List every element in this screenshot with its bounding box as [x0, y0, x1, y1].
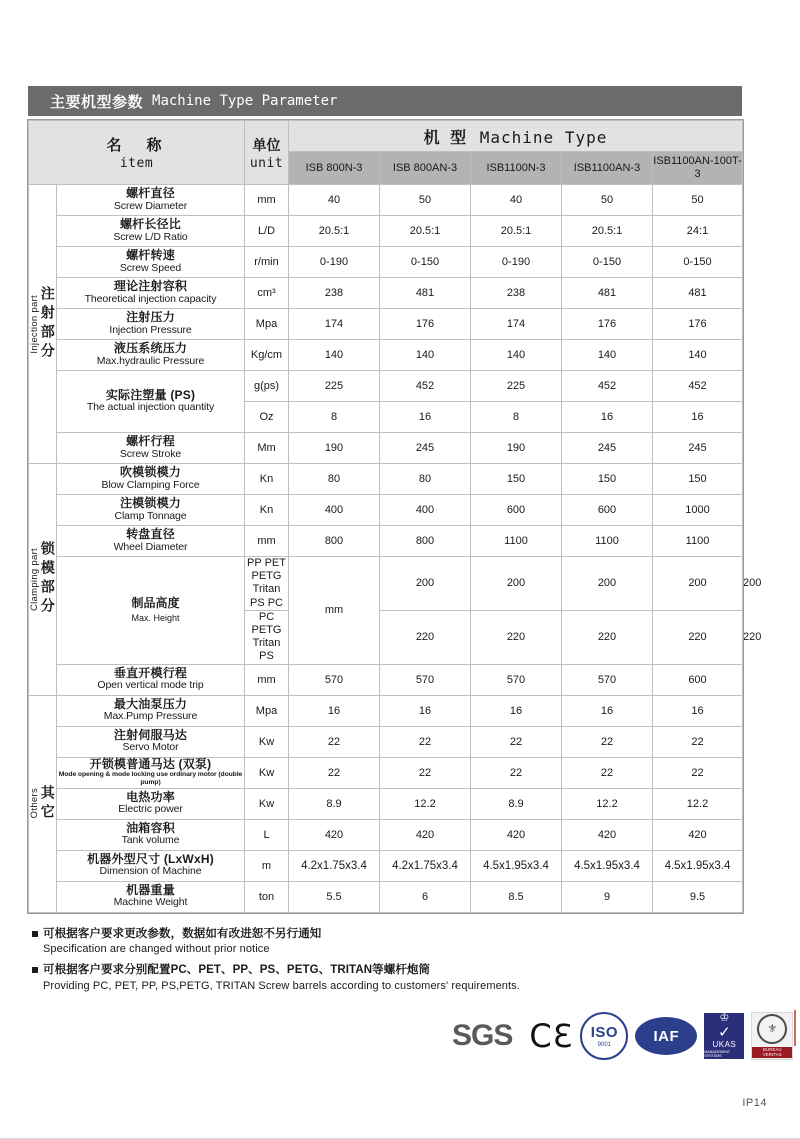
cell-value: 245 [562, 433, 653, 464]
row-name-open-vertical-mode-trip [57, 664, 245, 695]
row-name-en: Wheel Diameter [113, 540, 188, 553]
footnote-2-text [43, 963, 520, 993]
row-name-ordinary-motor [57, 757, 245, 788]
row-name-en: Screw Speed [119, 261, 182, 274]
cell-value: 16 [653, 402, 743, 433]
page-number: IP14 [742, 1097, 767, 1109]
table-row [29, 433, 743, 464]
row-name-en: Electric power [118, 803, 183, 816]
machine-spec-table [28, 120, 762, 913]
row-name-max-height [57, 557, 245, 665]
section-label-injection-en: Injection part [29, 294, 41, 354]
cell-value: 8 [289, 402, 380, 433]
iso-logo-text: ISO [590, 1023, 619, 1041]
row-name-screw-speed [57, 247, 245, 278]
square-bullet-icon [32, 967, 38, 973]
ce-logo [519, 1017, 573, 1055]
row-name-cn: 机器外型尺寸 (LxWxH) [87, 851, 214, 866]
cell-value: 16 [471, 695, 562, 726]
cell-value: 16 [380, 402, 471, 433]
iaf-logo [635, 1017, 697, 1055]
cell-value: 176 [380, 309, 471, 340]
header-machine-type [289, 121, 743, 152]
row-name-max-pump-pressure [57, 695, 245, 726]
cell-value: 452 [562, 371, 653, 402]
cell-value: 140 [562, 340, 653, 371]
row-unit: mm [245, 526, 289, 557]
ukas-logo [704, 1013, 744, 1059]
cell-value: 8.9 [471, 788, 562, 819]
section-title-bar [28, 86, 742, 116]
cell-value: 20.5:1 [471, 216, 562, 247]
table-head [29, 121, 743, 185]
cell-value: 225 [289, 371, 380, 402]
cell-value: 5.5 [289, 881, 380, 912]
row-name-theoretical-injection-capacity [57, 278, 245, 309]
row-name-cn: 吹模锁模力 [119, 465, 181, 480]
table-row [29, 526, 743, 557]
cell-value: 176 [653, 309, 743, 340]
footnote-2-en: Providing PC, PET, PP, PS,PETG, TRITAN Screw barrels according to customers' requirements. [43, 979, 520, 992]
row-name-cn: 螺杆行程 [126, 434, 175, 449]
cell-value: 4.2x1.75x3.4 [380, 850, 471, 881]
cell-value: 50 [653, 185, 743, 216]
crown-icon: ♔ [719, 1012, 730, 1025]
cell-value: 9 [562, 881, 653, 912]
cell-value: 150 [562, 464, 653, 495]
table-row [29, 340, 743, 371]
cell-value: 1100 [653, 526, 743, 557]
cell-value: 570 [471, 664, 562, 695]
row-name-cn: 螺杆转速 [126, 248, 175, 263]
section-label-others [29, 695, 57, 912]
row-name-en: Dimension of Machine [99, 865, 202, 878]
certification-logos [452, 1012, 793, 1060]
table-row [29, 371, 743, 402]
row-name-cn: 注射伺服马达 [113, 727, 188, 742]
cell-value: 0-190 [471, 247, 562, 278]
row-unit: Kg/cm [245, 340, 289, 371]
row-name-cn: 电热功率 [126, 789, 175, 804]
row-name-en: Screw L/D Ratio [113, 230, 188, 243]
row-unit: Kw [245, 757, 289, 788]
table-row [29, 216, 743, 247]
section-label-injection [29, 185, 57, 464]
cell-value: 200 [653, 557, 743, 611]
max-height-material-1: PP PET PETG Tritan PS PC [245, 557, 289, 611]
cell-value: 420 [380, 819, 471, 850]
cell-value: 1100 [471, 526, 562, 557]
cell-value: 600 [562, 495, 653, 526]
cell-value: 400 [380, 495, 471, 526]
cell-value: 420 [471, 819, 562, 850]
row-name-actual-injection-quantity [57, 371, 245, 433]
max-height-material-2: PC PETG Tritan PS [245, 610, 289, 664]
model-col-0: ISB 800N-3 [289, 152, 380, 185]
cell-value: 20.5:1 [562, 216, 653, 247]
cell-value: 4.5x1.95x3.4 [471, 850, 562, 881]
row-unit: Oz [245, 402, 289, 433]
row-unit: mm [245, 664, 289, 695]
cell-value: 481 [562, 278, 653, 309]
row-unit: m [245, 850, 289, 881]
row-unit: L [245, 819, 289, 850]
table-row [29, 695, 743, 726]
iaf-logo-text: IAF [653, 1027, 680, 1045]
footnote-2-cn: 可根据客户要求分别配置PC、PET、PP、PS、PETG、TRITAN等螺杆炮筒 [43, 964, 431, 977]
machine-type-label [424, 128, 608, 147]
row-name-en: Injection Pressure [109, 323, 192, 336]
header-item [29, 121, 245, 185]
spec-sheet [28, 86, 762, 1000]
iso-logo [580, 1012, 628, 1060]
footnote-1-text [43, 927, 321, 957]
row-name-cn: 最大油泵压力 [113, 696, 188, 711]
row-name-electric-power [57, 788, 245, 819]
cell-value: 600 [653, 664, 743, 695]
row-unit: Kn [245, 464, 289, 495]
cell-value: 24:1 [653, 216, 743, 247]
cell-value: 481 [380, 278, 471, 309]
cell-value: 238 [471, 278, 562, 309]
row-name-en: Clamp Tonnage [114, 509, 187, 522]
row-unit: ton [245, 881, 289, 912]
cell-value: 200 [380, 557, 471, 611]
row-name-servo-motor [57, 726, 245, 757]
cell-value: 190 [289, 433, 380, 464]
row-unit: Mm [245, 433, 289, 464]
table-body [29, 185, 762, 913]
bv-seal-icon: ⚜ [757, 1014, 787, 1044]
row-name-cn: 转盘直径 [126, 527, 175, 542]
cell-value: 800 [380, 526, 471, 557]
cell-value: 220 [380, 610, 471, 664]
row-name-cn: 机器重量 [126, 882, 175, 897]
section-label-others-en: Others [29, 788, 41, 819]
model-col-1: ISB 800AN-3 [380, 152, 471, 185]
section-label-clamping [29, 464, 57, 696]
table-row [29, 309, 743, 340]
footnotes [28, 927, 742, 994]
row-name-en: Max.hydraulic Pressure [96, 354, 205, 367]
row-name-en: Theoretical injection capacity [84, 292, 217, 305]
ce-logo-text: CƐ [529, 1017, 574, 1055]
row-name-cn: 实际注塑量 (PS) [105, 387, 196, 402]
iso-logo-sub: 9001 [597, 1041, 612, 1048]
row-unit: Mpa [245, 309, 289, 340]
row-name-cn: 注射压力 [126, 310, 175, 325]
cell-value: 16 [380, 695, 471, 726]
cell-value: 4.5x1.95x3.4 [653, 850, 743, 881]
row-unit: Kw [245, 788, 289, 819]
header-item-en: item [119, 156, 154, 171]
sgs-logo [452, 1019, 512, 1053]
cell-value: 16 [289, 695, 380, 726]
model-col-4: ISB1100AN-100T-3 [653, 152, 743, 185]
table-row [29, 850, 743, 881]
cell-value: 22 [289, 757, 380, 788]
row-unit: mm [245, 185, 289, 216]
model-col-3: ISB1100AN-3 [562, 152, 653, 185]
cell-value: 140 [471, 340, 562, 371]
footnote-1-cn: 可根据客户要求更改参数，数据如有改进恕不另行通知 [43, 927, 322, 940]
cell-value: 8.5 [471, 881, 562, 912]
cell-value: 22 [380, 726, 471, 757]
header-unit [245, 121, 289, 185]
cell-value: 1100 [562, 526, 653, 557]
cell-value: 4.2x1.75x3.4 [289, 850, 380, 881]
machine-type-en: Machine Type [479, 127, 608, 147]
cell-value: 174 [289, 309, 380, 340]
cell-value: 400 [289, 495, 380, 526]
row-name-screw-diameter [57, 185, 245, 216]
row-name-en: Screw Stroke [119, 447, 182, 460]
header-row-top [29, 121, 743, 152]
row-name-en: Machine Weight [113, 896, 188, 909]
table-row [29, 247, 743, 278]
cell-value: 150 [471, 464, 562, 495]
row-unit: Mpa [245, 695, 289, 726]
row-name-cn: 液压系统压力 [113, 341, 188, 356]
row-name-tank-volume [57, 819, 245, 850]
cell-value: 50 [380, 185, 471, 216]
cell-value: 1000 [653, 495, 743, 526]
cell-value: 8 [471, 402, 562, 433]
cell-value: 22 [380, 757, 471, 788]
row-name-max-hydraulic-pressure [57, 340, 245, 371]
title-chinese: 主要机型参数 [50, 93, 144, 111]
model-col-2: ISB1100N-3 [471, 152, 562, 185]
table-row [29, 278, 743, 309]
row-unit: cm³ [245, 278, 289, 309]
cell-value: 22 [653, 726, 743, 757]
row-name-clamp-tonnage [57, 495, 245, 526]
row-name-cn: 理论注射容积 [113, 279, 188, 294]
cell-value: 22 [471, 757, 562, 788]
cell-value: 225 [471, 371, 562, 402]
row-name-screw-stroke [57, 433, 245, 464]
cell-value: 245 [380, 433, 471, 464]
table-row [29, 495, 743, 526]
cell-value: 6 [380, 881, 471, 912]
cell-value: 420 [562, 819, 653, 850]
header-unit-en: unit [249, 155, 284, 171]
cell-value: 220 [653, 610, 743, 664]
sgs-divider [794, 1010, 796, 1046]
section-label-clamping-wrap [29, 541, 56, 617]
cell-value: 140 [289, 340, 380, 371]
row-unit: r/min [245, 247, 289, 278]
cell-value: 22 [471, 726, 562, 757]
table-row [29, 464, 743, 495]
table-row [29, 788, 743, 819]
row-name-cn: 注模锁模力 [119, 496, 181, 511]
row-name-cn: 螺杆长径比 [119, 217, 181, 232]
cell-value: 4.5x1.95x3.4 [562, 850, 653, 881]
footnote-1 [32, 927, 742, 957]
cell-value: 40 [471, 185, 562, 216]
cell-value: 50 [562, 185, 653, 216]
row-name-machine-weight [57, 881, 245, 912]
cell-value: 16 [562, 695, 653, 726]
cell-value: 570 [289, 664, 380, 695]
ukas-logo-text: UKAS [712, 1040, 737, 1050]
header-unit-cn: 单位 [252, 136, 281, 153]
row-name-en: Mode opening & mode locking use ordinary motor (double pump) [58, 771, 243, 787]
row-name-cn: 制品高度 [131, 596, 180, 611]
cell-value: 220 [562, 610, 653, 664]
cell-value: 452 [380, 371, 471, 402]
row-name-screw-ld-ratio [57, 216, 245, 247]
row-name-dimension-of-machine [57, 850, 245, 881]
square-bullet-icon [32, 931, 38, 937]
row-unit: g(ps) [245, 371, 289, 402]
cell-value: 20.5:1 [289, 216, 380, 247]
row-name-en: Blow Clamping Force [101, 478, 200, 491]
row-name-en: Screw Diameter [113, 199, 188, 212]
section-label-others-wrap [29, 785, 56, 823]
cell-value: 0-150 [653, 247, 743, 278]
bureau-veritas-logo [751, 1012, 793, 1060]
table-row: PC PETG Tritan PS 220 220 220 220 220 [29, 610, 743, 664]
cell-value: 9.5 [653, 881, 743, 912]
cell-value: 20.5:1 [380, 216, 471, 247]
bv-logo-text: BUREAU VERITAS [752, 1047, 792, 1057]
cell-value: 140 [653, 340, 743, 371]
row-name-cn: 螺杆直径 [126, 186, 175, 201]
footnote-2 [32, 963, 742, 993]
cell-value: 40 [289, 185, 380, 216]
row-name-en: Tank volume [121, 834, 180, 847]
row-unit: L/D [245, 216, 289, 247]
cell-value: 0-150 [380, 247, 471, 278]
cell-value: 800 [289, 526, 380, 557]
cell-value: 220 [471, 610, 562, 664]
footnote-1-en: Specification are changed without prior notice [43, 942, 270, 955]
cell-value: 150 [653, 464, 743, 495]
cell-value: 420 [289, 819, 380, 850]
cell-value: 452 [653, 371, 743, 402]
cell-value: 22 [562, 726, 653, 757]
table-row [29, 757, 743, 788]
cell-value: 190 [471, 433, 562, 464]
cell-value: 481 [653, 278, 743, 309]
cell-value: 80 [289, 464, 380, 495]
table-row: 制品高度 Max. Height PP PET PETG Tritan PS PC mm 200 200 200 200 200 [29, 557, 743, 611]
cell-value: 22 [653, 757, 743, 788]
cell-value: 570 [562, 664, 653, 695]
row-name-en: Max. Height [131, 612, 180, 623]
checkmark-icon: ✓ [718, 1024, 731, 1042]
row-name-en: The actual injection quantity [86, 401, 215, 414]
cell-value: 238 [289, 278, 380, 309]
table-row [29, 185, 743, 216]
row-unit: Kw [245, 726, 289, 757]
cell-value: 200 [471, 557, 562, 611]
title-english: Machine Type Parameter [152, 93, 338, 109]
cell-value: 22 [562, 757, 653, 788]
cell-value: 8.9 [289, 788, 380, 819]
section-label-clamping-en: Clamping part [29, 547, 41, 611]
cell-value: 200 [562, 557, 653, 611]
cell-value: 600 [471, 495, 562, 526]
cell-value: 12.2 [562, 788, 653, 819]
row-name-cn: 开锁模普通马达 (双泵) [89, 756, 212, 771]
table-row [29, 819, 743, 850]
table-row [29, 664, 743, 695]
cell-value: 570 [380, 664, 471, 695]
cell-value: 12.2 [380, 788, 471, 819]
cell-value: 80 [380, 464, 471, 495]
cell-value: 140 [380, 340, 471, 371]
table-row [29, 881, 743, 912]
row-unit: mm [289, 557, 380, 665]
machine-type-cn: 机 型 [423, 129, 470, 147]
cell-value: 174 [471, 309, 562, 340]
row-name-en: Max.Pump Pressure [103, 710, 198, 723]
cell-value: 245 [653, 433, 743, 464]
row-name-wheel-diameter [57, 526, 245, 557]
header-item-cn: 名 称 [106, 137, 167, 154]
cell-value: 0-190 [289, 247, 380, 278]
table-row [29, 726, 743, 757]
cell-value: 420 [653, 819, 743, 850]
section-label-injection-wrap [29, 286, 56, 362]
cell-value: 22 [289, 726, 380, 757]
row-name-en: Servo Motor [122, 741, 179, 754]
cell-value: 16 [653, 695, 743, 726]
cell-value: 16 [562, 402, 653, 433]
section-label-clamping-cn: 锁模部分 [39, 541, 56, 618]
row-name-en: Open vertical mode trip [97, 679, 204, 692]
row-unit: Kn [245, 495, 289, 526]
row-name-cn: 垂直开模行程 [113, 665, 188, 680]
cell-value: 0-150 [562, 247, 653, 278]
section-label-others-cn: 其它 [39, 784, 56, 823]
cell-value: 12.2 [653, 788, 743, 819]
row-name-cn: 油箱容积 [126, 820, 175, 835]
row-name-blow-clamping-force [57, 464, 245, 495]
row-name-injection-pressure [57, 309, 245, 340]
sgs-logo-text: SGS [452, 1019, 513, 1052]
ukas-logo-sub: MANAGEMENT SYSTEMS [704, 1050, 731, 1058]
cell-value: 176 [562, 309, 653, 340]
section-label-injection-cn: 注射部分 [39, 286, 56, 362]
